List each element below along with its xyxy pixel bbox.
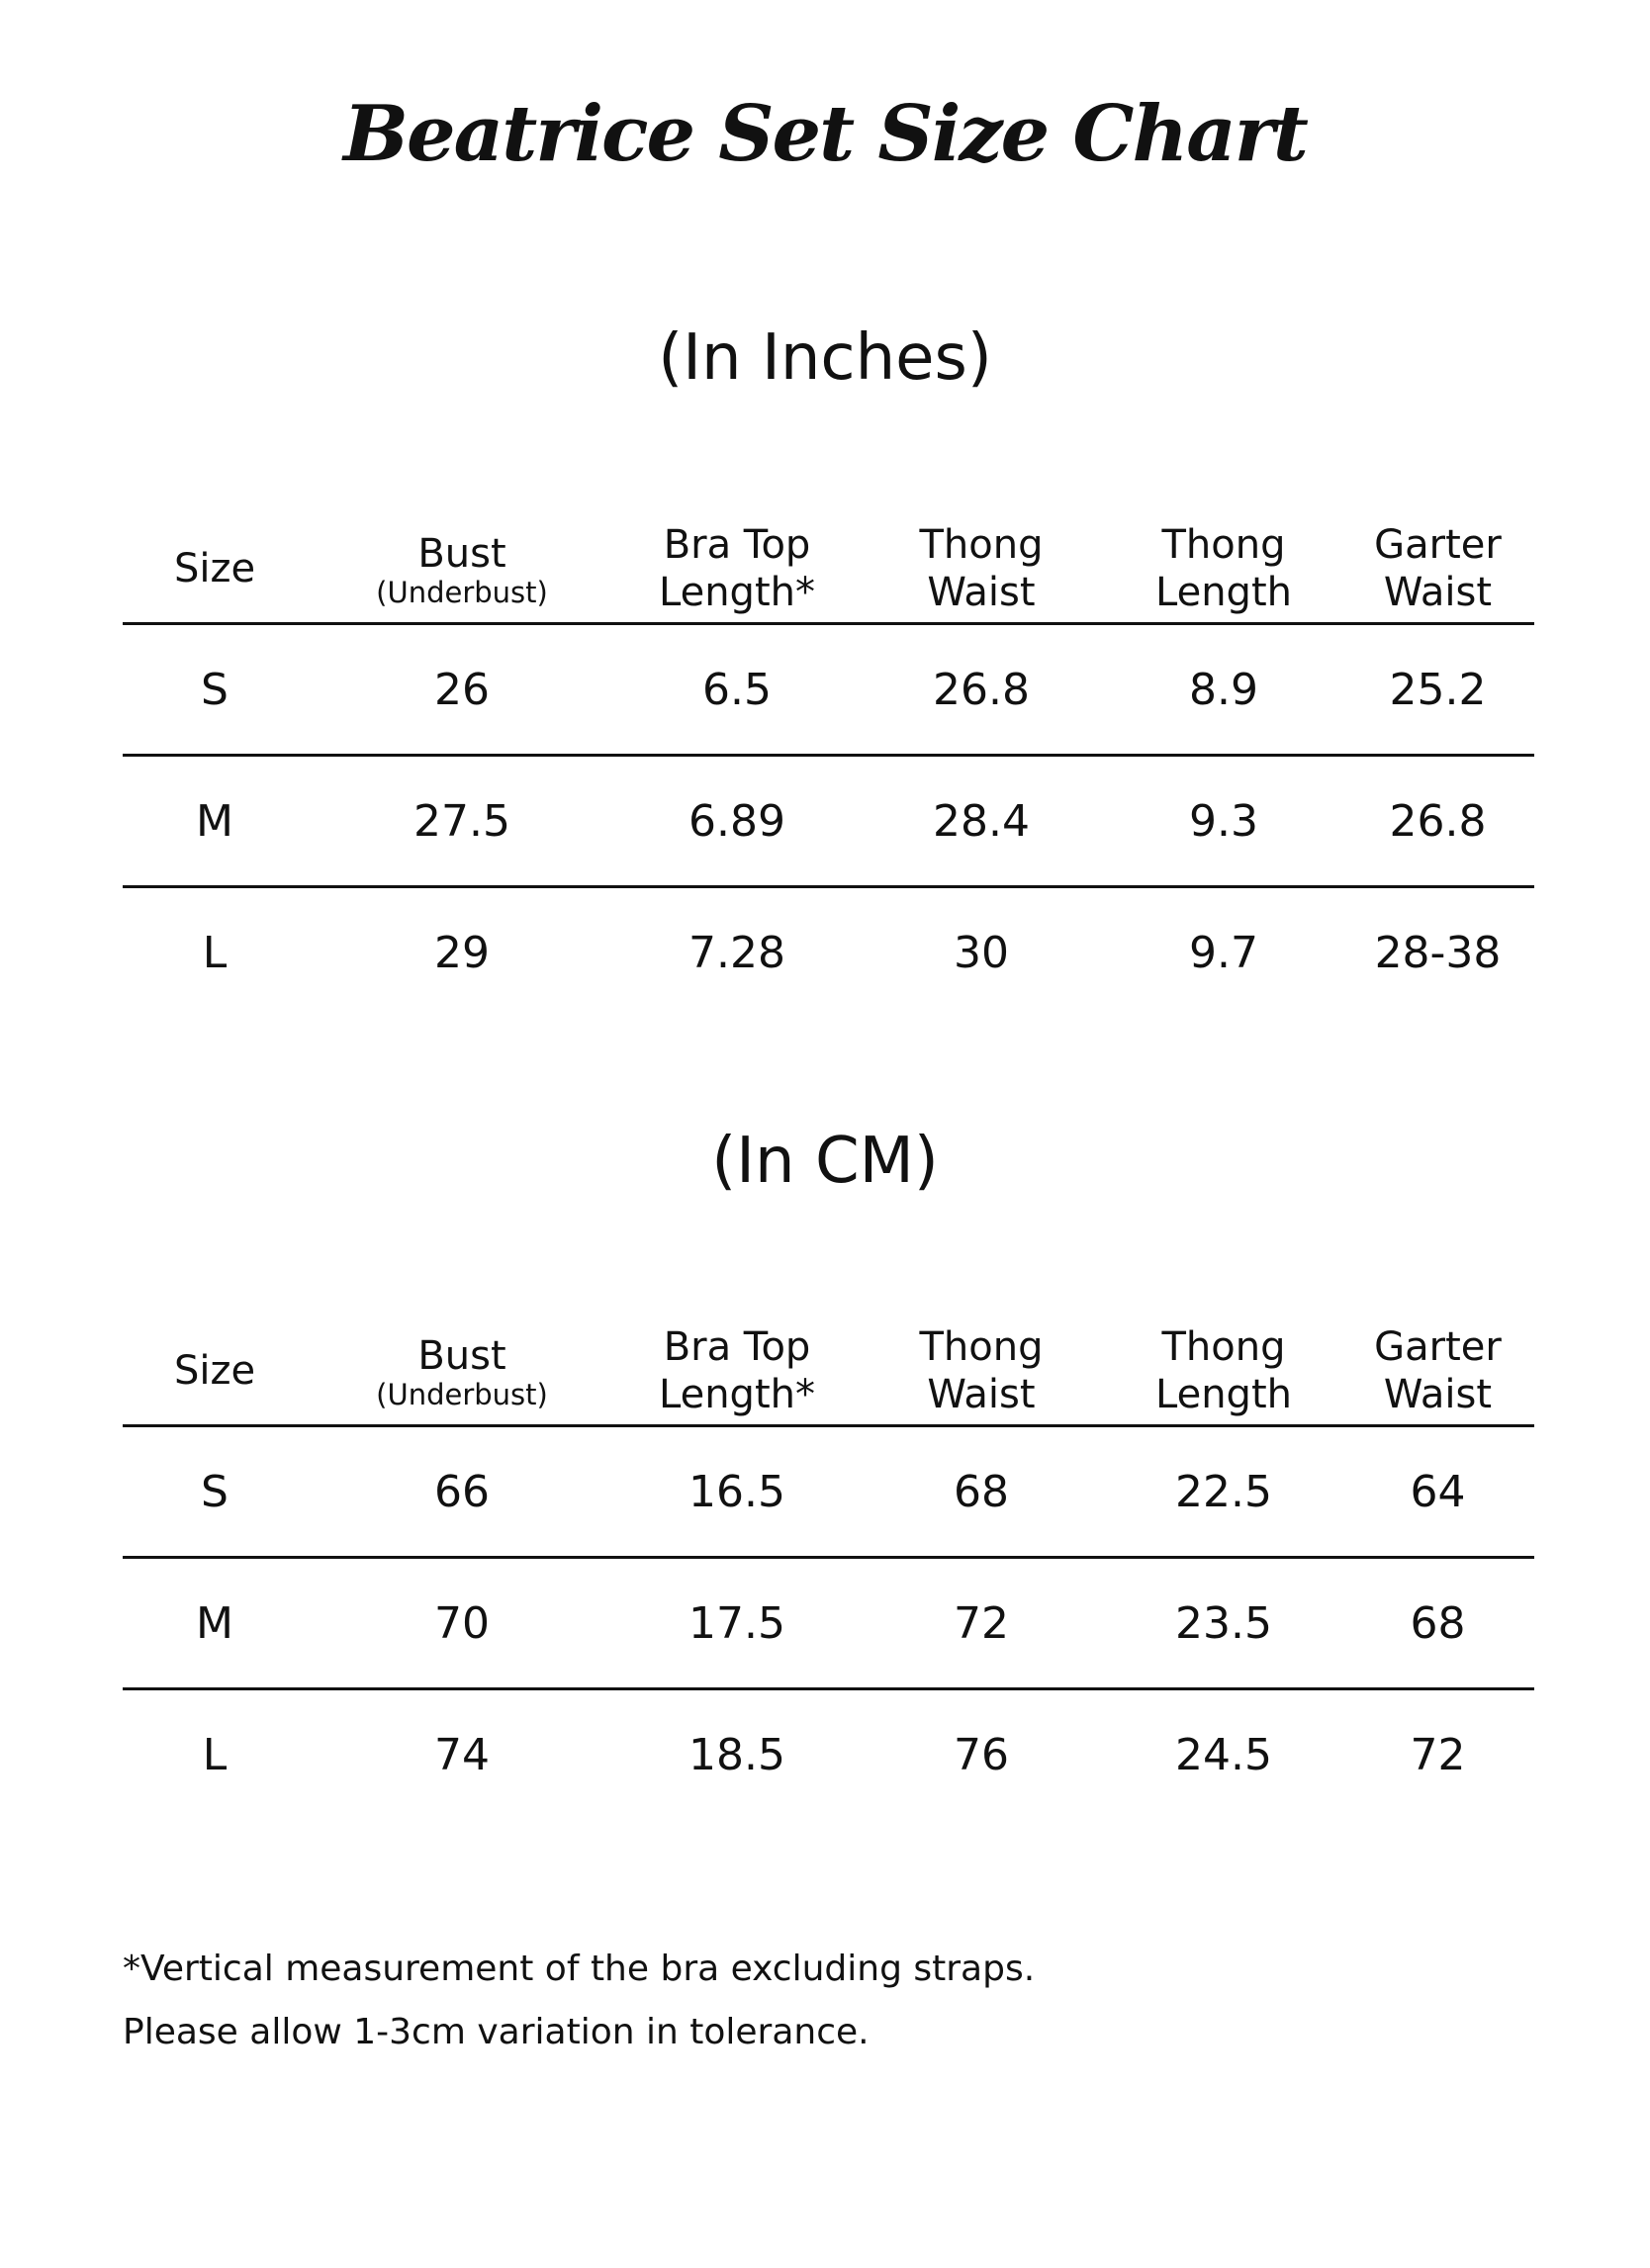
table-cell: 6.89 [688, 795, 785, 847]
table-cell: 17.5 [688, 1597, 785, 1649]
header-label: Garter [1374, 1323, 1502, 1370]
header-label: Garter [1374, 521, 1502, 568]
table-cell: 64 [1410, 1466, 1466, 1517]
header-label: Thong [1161, 521, 1286, 568]
table-cell: 7.28 [688, 927, 785, 978]
table-row [123, 625, 1534, 757]
header-label: Thong [1161, 1323, 1286, 1370]
table-cell: 72 [1410, 1729, 1466, 1780]
table-cell: 25.2 [1389, 664, 1487, 715]
header-label: Bra Top [663, 521, 811, 568]
header-label: Length* [659, 569, 815, 615]
col-thong-length [1106, 1323, 1341, 1418]
col-thong-waist [857, 521, 1106, 616]
page-title: Beatrice Set Size Chart [343, 89, 1307, 179]
inches-table [123, 514, 1534, 1017]
table-cell: 26 [434, 664, 490, 715]
table-cell: S [201, 1466, 229, 1517]
col-bust [307, 530, 617, 607]
table-cell: 22.5 [1175, 1466, 1272, 1517]
col-thong-waist [857, 1323, 1106, 1418]
col-bra-top-length [617, 521, 857, 616]
table-cell: 16.5 [688, 1466, 785, 1517]
inches-section-title: (In Inches) [658, 321, 992, 395]
table-cell: L [202, 927, 228, 978]
table-cell: 9.7 [1189, 927, 1258, 978]
footnote-tolerance: Please allow 1-3cm variation in tolerance. [123, 2012, 870, 2052]
table-row [123, 757, 1534, 888]
header-label: Waist [1383, 569, 1493, 615]
header-label: Bust [417, 1332, 506, 1379]
col-bust [307, 1332, 617, 1409]
table-cell: 68 [1410, 1597, 1466, 1649]
table-row [123, 1690, 1534, 1819]
table-cell: 29 [434, 927, 490, 978]
header-label: Waist [1383, 1371, 1493, 1417]
table-cell: 26.8 [1389, 795, 1487, 847]
table-cell: 23.5 [1175, 1597, 1272, 1649]
header-sublabel: (Underbust) [376, 575, 548, 609]
table-cell: 8.9 [1189, 664, 1258, 715]
col-garter-waist [1341, 1323, 1534, 1418]
table-cell: M [196, 1597, 233, 1649]
table-cell: 9.3 [1189, 795, 1258, 847]
table-cell: L [202, 1729, 228, 1780]
cm-section-title: (In CM) [711, 1125, 939, 1198]
footnote-bra: *Vertical measurement of the bra excluding straps. [123, 1949, 1036, 1989]
col-size [123, 1347, 307, 1395]
cm-table [123, 1316, 1534, 1819]
col-bra-top-length [617, 1323, 857, 1418]
table-cell: 72 [954, 1597, 1009, 1649]
table-cell: M [196, 795, 233, 847]
header-label: Size [173, 545, 256, 591]
header-label: Thong [919, 1323, 1044, 1370]
table-cell: 18.5 [688, 1729, 785, 1780]
table-cell: 68 [954, 1466, 1009, 1517]
table-cell: 30 [954, 927, 1009, 978]
table-cell: 70 [434, 1597, 490, 1649]
header-label: Length [1155, 569, 1292, 615]
table-header [123, 514, 1534, 625]
col-garter-waist [1341, 521, 1534, 616]
col-size [123, 545, 307, 592]
table-cell: 28-38 [1374, 927, 1502, 978]
table-row [123, 1559, 1534, 1690]
table-cell: 24.5 [1175, 1729, 1272, 1780]
table-cell: 27.5 [413, 795, 510, 847]
header-label: Size [173, 1347, 256, 1394]
header-label: Length [1155, 1371, 1292, 1417]
header-label: Bust [417, 530, 506, 577]
header-label: Waist [927, 1371, 1036, 1417]
table-header [123, 1316, 1534, 1427]
header-label: Thong [919, 521, 1044, 568]
table-row [123, 1427, 1534, 1559]
col-thong-length [1106, 521, 1341, 616]
header-sublabel: (Underbust) [376, 1377, 548, 1411]
header-label: Waist [927, 569, 1036, 615]
table-cell: 66 [434, 1466, 490, 1517]
table-cell: 74 [434, 1729, 490, 1780]
header-label: Bra Top [663, 1323, 811, 1370]
table-cell: 28.4 [933, 795, 1030, 847]
table-cell: 6.5 [702, 664, 772, 715]
table-cell: 76 [954, 1729, 1009, 1780]
table-row [123, 888, 1534, 1017]
table-cell: 26.8 [933, 664, 1030, 715]
header-label: Length* [659, 1371, 815, 1417]
table-cell: S [201, 664, 229, 715]
